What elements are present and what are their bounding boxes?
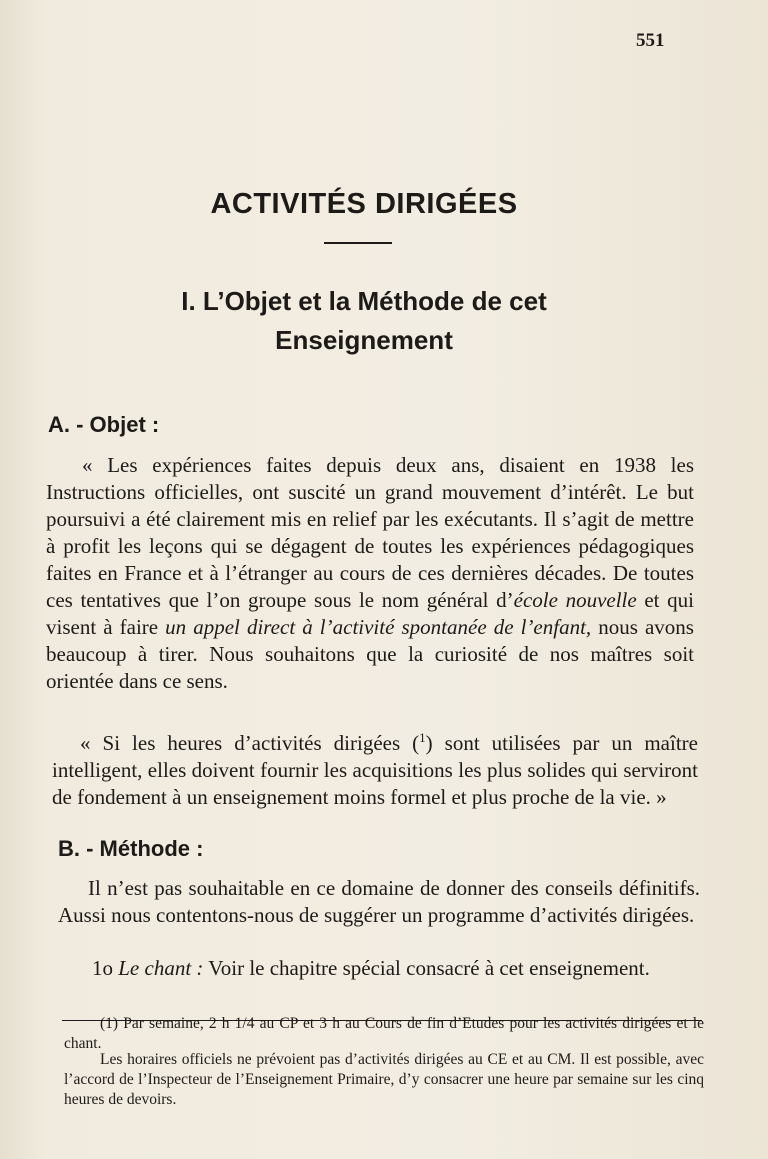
chapter-title: ACTIVITÉS DIRIGÉES xyxy=(210,188,518,220)
section-title-line2: Enseignement xyxy=(275,325,453,355)
footnote-2: Les horaires officiels ne prévoient pas d’activités dirigées au CE et au CM. Il est possible, avec l’accord de l’Inspecteur de l’Enseignement Primaire, d’y consacrer une heure par semaine sur les cinq heures de devoirs. xyxy=(64,1051,704,1108)
text-run: « Les expériences faites depuis deux ans, disaient en 1938 les Instructions officielles, ont suscité un grand mouvement d’intérêt. Le but poursuivi a été clairement mis en relief par les exécutants. Il s’agit de mettre à profit les leçons qui se dégagent de toutes les expériences pédagogiques faites en France et à l’étranger au cours de ces dernières décades. De toutes ces tentatives que l’on groupe sous le nom général d’ xyxy=(46,453,694,612)
footnote-marker: 1 xyxy=(419,730,426,745)
text-run: 1o xyxy=(92,956,119,980)
paragraph-chant xyxy=(62,955,702,982)
text-run: nous avons beaucoup à tirer. Nous souhaitons que la curiosité de nos maîtres soit orientée dans ce sens. xyxy=(46,615,694,693)
paragraph-heures xyxy=(52,730,698,811)
italic-term: Le chant : xyxy=(118,956,204,980)
subheading-methode: B. - Méthode : xyxy=(58,836,204,861)
section-title-line1: I. L’Objet et la Méthode de cet xyxy=(181,286,547,316)
text-run: et qui visent à faire xyxy=(46,588,694,639)
paragraph-methode: Il n’est pas souhaitable en ce domaine de donner des conseils définitifs. Aussi nous contentons-nous de suggérer un programme d’activités dirigées. xyxy=(58,876,700,927)
text-run: ) sont utilisées par un maître intelligent, elles doivent fournir les acquisitions les plus solides qui serviront de fondement à un enseignement moins formel et plus proche de la vie. » xyxy=(52,731,698,809)
italic-term: école nouvelle xyxy=(513,588,637,612)
footnote-1: (1) Par semaine, 2 h 1/4 au CP et 3 h au Cours de fin d’Etudes pour les activités dirigées et le chant. xyxy=(64,1015,704,1052)
title-rule xyxy=(324,242,392,244)
page-number: 551 xyxy=(636,30,665,51)
paragraph-instructions xyxy=(46,452,694,695)
text-run: Voir le chapitre spécial consacré à cet enseignement. xyxy=(203,956,650,980)
italic-phrase: un appel direct à l’activité spontanée de l’enfant, xyxy=(165,615,592,639)
subheading-objet: A. - Objet : xyxy=(48,412,160,437)
text-run: « Si les heures d’activités dirigées ( xyxy=(80,731,420,755)
